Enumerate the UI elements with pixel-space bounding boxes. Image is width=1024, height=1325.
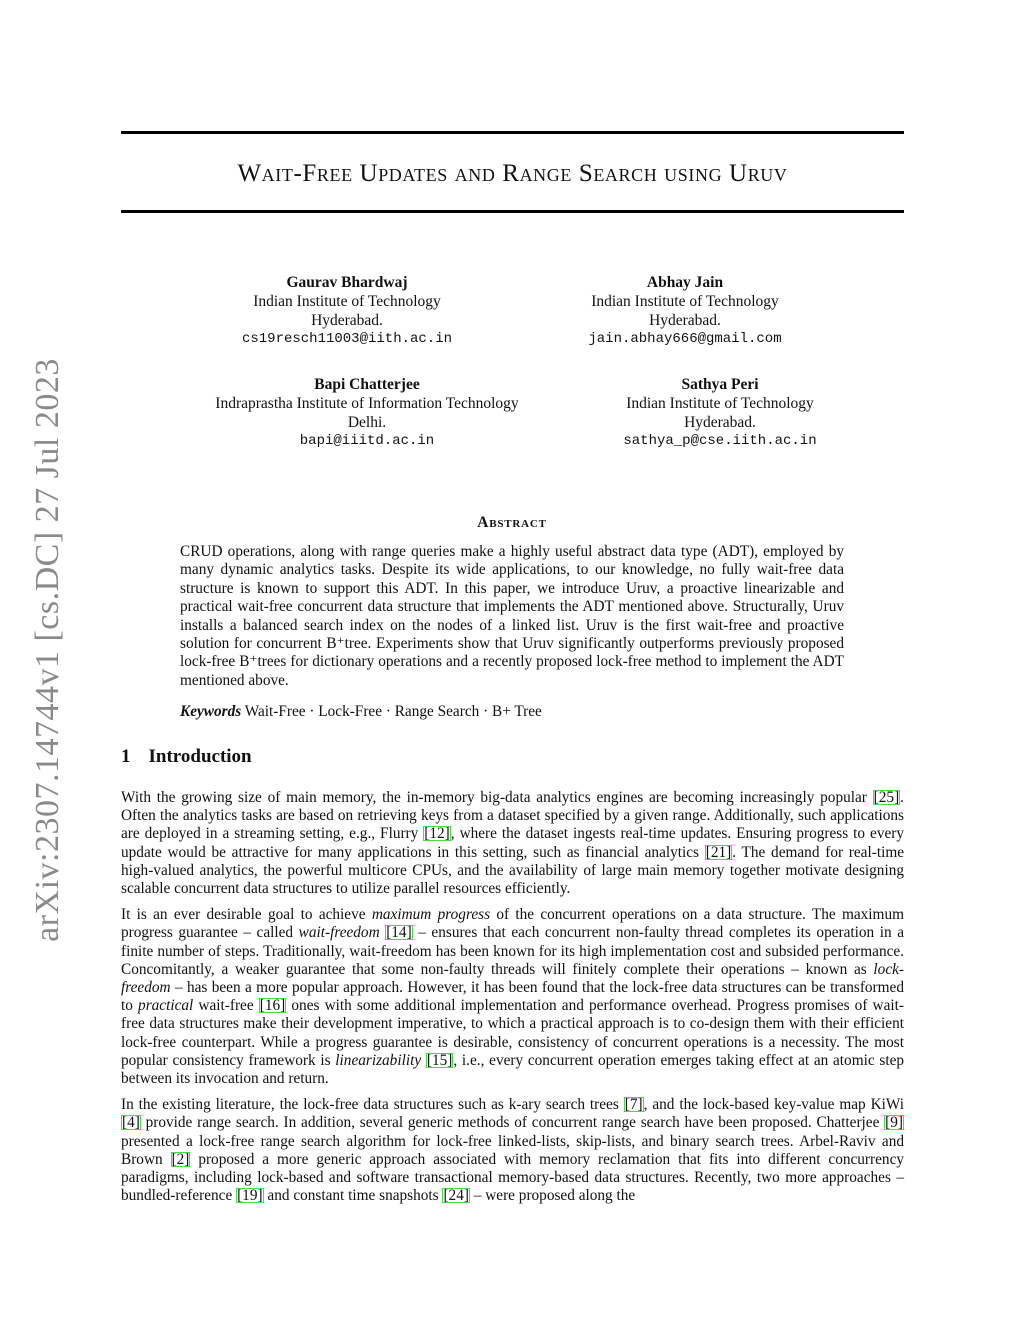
author-block-4 — [570, 375, 870, 451]
text-run: proposed a more generic approach associated with memory reclamation that fits into different concurrency paradigms, including lock-based and software transactional memory-based data structures. Recently, two more approaches – bundled-reference — [121, 1150, 905, 1205]
paragraph — [121, 906, 904, 1088]
text-run: provide range search. In addition, several generic methods of concurrent range search have been proposed. Chatterjee — [140, 1114, 885, 1132]
title-top-rule — [121, 131, 904, 134]
citation-link[interactable]: [24] — [443, 1187, 469, 1205]
citation-link[interactable]: [4] — [122, 1114, 140, 1132]
author-city: Hyderabad. — [649, 312, 721, 329]
citation-link[interactable]: [21] — [705, 843, 732, 861]
author-city: Delhi. — [347, 414, 387, 431]
text-run: , and the lock-based key-value map KiWi — [643, 1096, 904, 1114]
citation-link[interactable]: [15] — [426, 1051, 453, 1069]
introduction-body — [121, 789, 904, 1213]
citation-link[interactable]: [12] — [424, 825, 450, 843]
keywords-label: Keywords — [180, 703, 242, 720]
citation-link[interactable]: [7] — [624, 1096, 643, 1114]
paper-title: Wait-Free Updates and Range Search using Uruv — [237, 160, 788, 187]
citation-link[interactable]: [2] — [171, 1150, 190, 1168]
emphasis: practical — [138, 997, 194, 1015]
emphasis: lock-freedom — [121, 960, 904, 997]
text-run: . The demand for real-time high-valued analytics, the powerful multicore CPUs, and the availability of large main memory together motivate designing scalable concurrent data structures to utilize parallel resources efficiently. — [121, 843, 905, 898]
abstract-heading: Abstract — [477, 514, 547, 531]
author-affiliation: Indraprastha Institute of Information Technology — [215, 395, 519, 412]
author-name: Sathya Peri — [681, 376, 759, 393]
text-run: – were proposed along the — [469, 1187, 636, 1205]
text-run: , i.e., every concurrent operation emerges taking effect at an atomic step between its invocation and return. — [121, 1051, 905, 1088]
text-run: – has been a more popular approach. However, it has been found that the lock-free data structures can be transformed to — [121, 979, 904, 1015]
section-number: 1 — [121, 746, 131, 767]
author-block-3 — [192, 375, 542, 451]
text-run: ones with some additional implementation and performance overhead. Progress promises of wait-free data structures make their development imperative, to which a practical approach is to co-design them with their efficient lock-free counterpart. While a progress guarantee is desirable, consistency of concurrent operations is a necessity. The most popular consistency framework is — [121, 997, 904, 1069]
author-email[interactable]: jain.abhay666@gmail.com — [588, 331, 782, 347]
author-name: Abhay Jain — [646, 274, 724, 291]
text-run: In the existing literature, the lock-free data structures such as k-ary search trees — [121, 1096, 624, 1114]
citation-link[interactable]: [19] — [237, 1187, 263, 1205]
citation-link[interactable]: [25] — [873, 789, 900, 806]
text-run: and constant time snapshots — [263, 1187, 443, 1205]
citation-link[interactable]: [9] — [885, 1114, 903, 1132]
author-block-1 — [197, 273, 497, 349]
author-name: Bapi Chatterjee — [314, 376, 420, 393]
text-run: presented a lock-free range search algorithm for lock-free linked-lists, skip-lists, and binary search trees. Arbel-Raviv and Brown — [121, 1132, 904, 1168]
text-run: It is an ever desirable goal to achieve — [121, 906, 372, 924]
title-bottom-rule — [121, 210, 904, 213]
author-email[interactable]: sathya_p@cse.iith.ac.in — [623, 433, 817, 449]
keywords-line — [180, 703, 542, 721]
author-name: Gaurav Bhardwaj — [286, 274, 408, 291]
emphasis: linearizability — [335, 1051, 422, 1069]
text-run: of the concurrent operations on a data structure. The maximum progress guarantee – called — [121, 906, 904, 942]
text-run: . Often the analytics tasks are based on retrieving keys from a dataset specified by a given range. Additionally, such applications are deployed in a streaming setting, e.g., Flurry — [121, 789, 904, 843]
author-affiliation: Indian Institute of Technology — [626, 395, 814, 412]
author-city: Hyderabad. — [311, 312, 383, 329]
paragraph — [121, 1096, 904, 1205]
paragraph — [121, 789, 904, 898]
text-run: , where the dataset ingests real-time updates. Ensuring progress to every update would be attractive for many applications in this setting, such as financial analytics — [121, 825, 904, 861]
section-heading — [121, 746, 252, 768]
text-run: wait-free — [193, 997, 259, 1015]
text-run: – ensures that each concurrent non-faulty thread completes its operation in a finite number of steps. Traditionally, wait-freedom has been known for its high implementation cost and subsided performance. Concomitantly, a weaker guarantee that some non-faulty threads will finitely complete their operations – known as — [121, 924, 904, 978]
abstract-body: CRUD operations, along with range queries make a highly useful abstract data type (ADT), employed by many dynamic analytics tasks. Despite its wide applications, to our knowledge, no fully wait-free data structure is known to support this ADT. In this paper, we introduce Uruv, a proactive linearizable and practical wait-free concurrent data structure that implements the ADT mentioned above. Structurally, Uruv installs a balanced search index on the nodes of a linked list. Uruv is the first wait-free and proactive solution for concurrent B⁺tree. Experiments show that Uruv significantly outperforms previously proposed lock-free B⁺trees for dictionary operations and a recently proposed lock-free method to implement the ADT mentioned above. — [180, 543, 844, 689]
keywords-list: Wait-Free · Lock-Free · Range Search · B+ Tree — [244, 703, 542, 720]
author-affiliation: Indian Institute of Technology — [591, 293, 779, 310]
author-email[interactable]: cs19resch11003@iith.ac.in — [241, 331, 453, 347]
author-email[interactable]: bapi@iiitd.ac.in — [299, 433, 435, 449]
emphasis: maximum progress — [371, 906, 491, 924]
citation-link[interactable]: [16] — [259, 997, 286, 1015]
text-run: With the growing size of main memory, the in-memory big-data analytics engines are becoming increasingly popular — [121, 789, 873, 806]
section-title: Introduction — [148, 746, 252, 767]
author-block-2 — [535, 273, 835, 349]
author-affiliation: Indian Institute of Technology — [253, 293, 441, 310]
author-city: Hyderabad. — [684, 414, 756, 431]
emphasis: wait-freedom — [298, 924, 380, 942]
arxiv-identifier-stamp: arXiv:2307.14744v1 [cs.DC] 27 Jul 2023 — [29, 358, 66, 942]
citation-link[interactable]: [14] — [386, 924, 412, 942]
